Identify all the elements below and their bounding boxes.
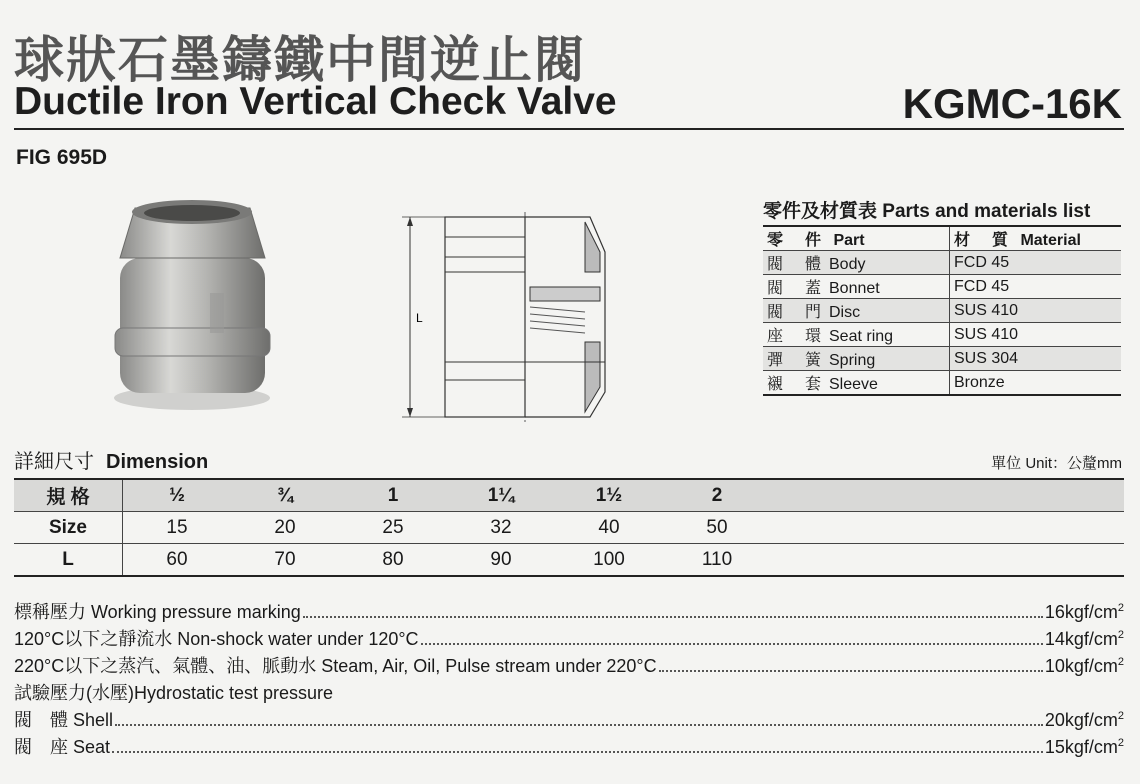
part-name: Spring <box>829 352 876 369</box>
dimension-l-label: L <box>416 311 423 325</box>
pressure-value <box>1045 737 1124 758</box>
table-cell: 25 <box>339 512 447 544</box>
pressure-row <box>14 625 1124 652</box>
pressure-value-text: 15kgf/cm <box>1044 737 1118 757</box>
table-cell: 2 <box>663 479 771 512</box>
pressure-value-text: 14kgf/cm <box>1044 629 1118 649</box>
part-name: Sleeve <box>829 376 878 393</box>
model-number: KGMC-16K <box>902 80 1122 127</box>
pressure-unit-exp: 2 <box>1117 602 1124 614</box>
part-zh-1: 座 <box>767 328 784 345</box>
header-divider <box>14 128 1124 130</box>
part-zh-2: 簧 <box>805 352 822 369</box>
parts-materials-table <box>763 196 1121 396</box>
table-cell: 70 <box>231 544 339 577</box>
pressure-value-text: 20kgf/cm <box>1044 710 1118 730</box>
row-label-spec: 規 格 <box>14 479 123 512</box>
pressure-row <box>14 652 1124 679</box>
header-part-zh-2: 件 <box>805 232 822 249</box>
dimension-title-zh: 詳細尺寸 <box>14 451 94 473</box>
pressure-value <box>1045 602 1124 623</box>
part-zh-1: 閥 <box>767 280 784 297</box>
pressure-label: 標稱壓力 Working pressure marking <box>14 602 301 622</box>
table-cell: 32 <box>447 512 555 544</box>
pressure-unit-exp: 2 <box>1117 737 1124 749</box>
part-zh-2: 蓋 <box>805 280 822 297</box>
header-part-en: Part <box>833 232 865 249</box>
part-zh-1: 襯 <box>767 376 784 393</box>
part-zh-2: 套 <box>805 376 822 393</box>
table-cell: 15 <box>123 512 232 544</box>
table-cell-empty <box>771 479 1124 512</box>
pressure-label: 閥 座 Seat <box>14 737 111 757</box>
header-part-zh-1: 零 <box>767 232 784 249</box>
pressure-label: 220°C以下之蒸汽、氣體、油、脈動水 Steam, Air, Oil, Pulse stream under 220°C <box>14 656 657 676</box>
row-label-l: L <box>14 544 123 577</box>
pressure-unit-exp: 2 <box>1117 710 1124 722</box>
header-mat-zh-1: 材 <box>954 232 971 249</box>
pressure-value <box>1045 629 1124 650</box>
unit-note: 單位 Unit：公釐mm <box>991 455 1122 472</box>
header-mat-zh-2: 質 <box>992 232 1009 249</box>
part-zh-2: 門 <box>805 304 822 321</box>
pressure-value <box>1045 656 1124 677</box>
pressure-unit-exp: 2 <box>1117 629 1124 641</box>
part-zh-1: 彈 <box>767 352 784 369</box>
table-row <box>14 544 1124 577</box>
pressure-spec-list <box>14 598 1124 760</box>
row-label-size: Size <box>14 512 123 544</box>
table-cell-empty <box>771 512 1124 544</box>
table-cell: 1¼ <box>447 479 555 512</box>
title-chinese: 球狀石墨鑄鐵中間逆止閥 <box>14 31 586 89</box>
part-name: Disc <box>829 304 861 321</box>
parts-row <box>763 347 1121 371</box>
leader-dots <box>421 643 1043 645</box>
pressure-row <box>14 733 1124 760</box>
part-material: SUS 410 <box>950 299 1122 323</box>
part-material: FCD 45 <box>950 251 1122 275</box>
part-name: Seat ring <box>829 328 894 345</box>
pressure-row <box>14 598 1124 625</box>
table-row <box>14 512 1124 544</box>
header-mat-en: Material <box>1020 232 1081 249</box>
table-cell: 40 <box>555 512 663 544</box>
part-material: Bronze <box>950 371 1122 396</box>
pressure-row <box>14 679 1124 706</box>
pressure-value <box>1045 710 1124 731</box>
pressure-unit-exp: 2 <box>1117 656 1124 668</box>
parts-row <box>763 323 1121 347</box>
parts-row <box>763 275 1121 299</box>
pressure-label: 試驗壓力(水壓)Hydrostatic test pressure <box>14 683 334 703</box>
pressure-value-text: 10kgf/cm <box>1044 656 1118 676</box>
table-cell: 1 <box>339 479 447 512</box>
table-cell: 100 <box>555 544 663 577</box>
part-name: Body <box>829 256 866 273</box>
table-cell: ½ <box>123 479 232 512</box>
table-cell: 20 <box>231 512 339 544</box>
table-cell: 110 <box>663 544 771 577</box>
dimension-title-en: Dimension <box>106 451 209 473</box>
table-cell: 1½ <box>555 479 663 512</box>
table-cell: 60 <box>123 544 232 577</box>
leader-dots <box>115 724 1043 726</box>
valve-photo <box>110 198 275 413</box>
part-zh-2: 體 <box>805 256 822 273</box>
dimension-title <box>14 445 208 474</box>
table-cell: ¾ <box>231 479 339 512</box>
parts-row <box>763 299 1121 323</box>
pressure-label: 120°C以下之靜流水 Non-shock water under 120°C <box>14 629 419 649</box>
parts-row <box>763 371 1121 396</box>
figure-number: FIG 695D <box>16 146 108 169</box>
part-zh-1: 閥 <box>767 256 784 273</box>
pressure-value-text: 16kgf/cm <box>1044 602 1118 622</box>
parts-table-header <box>763 227 1121 251</box>
table-cell: 50 <box>663 512 771 544</box>
parts-table-title: 零件及材質表 Parts and materials list <box>763 196 1121 227</box>
table-cell: 80 <box>339 544 447 577</box>
part-zh-2: 環 <box>805 328 822 345</box>
leader-dots <box>659 670 1043 672</box>
dimension-table <box>14 478 1124 577</box>
parts-row <box>763 251 1121 275</box>
part-name: Bonnet <box>829 280 880 297</box>
part-zh-1: 閥 <box>767 304 784 321</box>
part-material: SUS 304 <box>950 347 1122 371</box>
valve-section-drawing <box>400 212 620 422</box>
table-cell: 90 <box>447 544 555 577</box>
part-material: SUS 410 <box>950 323 1122 347</box>
leader-dots <box>303 616 1043 618</box>
part-material: FCD 45 <box>950 275 1122 299</box>
pressure-label: 閥 體 Shell <box>14 710 114 730</box>
table-row <box>14 479 1124 512</box>
leader-dots <box>112 751 1043 753</box>
pressure-row <box>14 706 1124 733</box>
table-cell-empty <box>771 544 1124 577</box>
title-english: Ductile Iron Vertical Check Valve <box>14 80 617 123</box>
